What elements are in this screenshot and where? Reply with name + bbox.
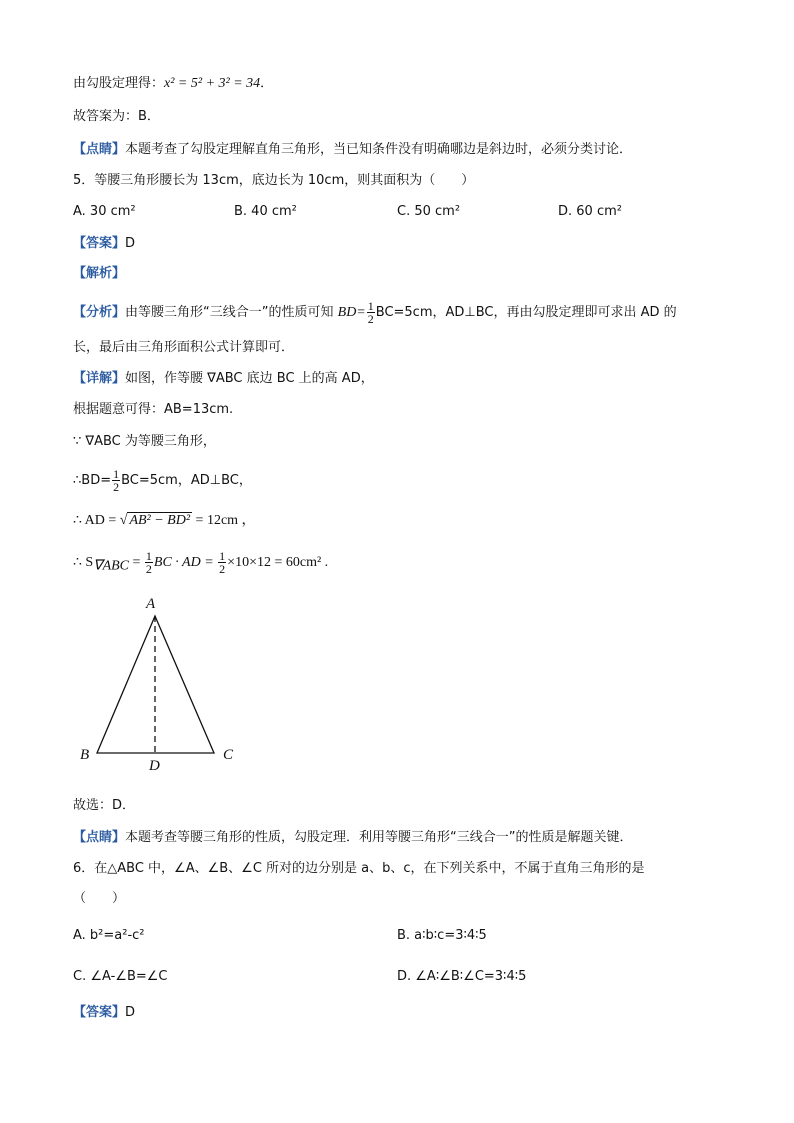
q5-step-2: ∵ ∇ABC 为等腰三角形， [73,434,216,449]
vertex-label-a: A [146,596,156,612]
question-6-paren: （ ） [73,891,126,906]
q5-step-4: ∴ AD = √ AB² − BD² = 12cm ， [73,513,256,528]
q5-step-3: ∴BD= $\frac{1}{2}$ BC=5cm，AD⊥BC， [73,467,252,494]
q5-fenxi-line: 【分析】由等腰三角形“三线合一”的性质可知 BD= $\frac{1}{2}$ BC=5cm，AD⊥BC，再由勾股定理即可求出 AD 的 [73,299,677,326]
half-fraction: $\frac{1}{2}$ [367,299,374,326]
question-5-stem: 5．等腰三角形腰长为 13cm，底边长为 10cm，则其面积为（ ） [73,173,475,188]
q6-option-c: C. ∠A-∠B=∠C [73,969,168,984]
q6-answer: 【答案】D [73,1005,136,1020]
pythagoras-result-line: 由勾股定理得：x² = 5² + 3² = 34． [73,76,274,91]
q6-option-a: A. b²=a²-c² [73,928,145,943]
q5-option-b: B. 40 cm² [234,204,297,219]
question-6-stem: 6．在△ABC 中，∠A、∠B、∠C 所对的边分别是 a、b、c，在下列关系中，不属于直角三角形的是 [73,861,645,876]
q5-step-1: 根据题意可得：AB=13cm. [73,402,234,417]
q5-xiangjie-line: 【详解】如图，作等腰 ∇ABC 底边 BC 上的高 AD， [73,371,374,386]
q5-dianjing: 【点睛】本题考查等腰三角形的性质，勾股定理．利用等腰三角形“三线合一”的性质是解题关键． [73,830,633,845]
pythagoras-equation: x² = 5² + 3² = 34 [164,76,261,91]
q5-analysis-heading: 【解析】 [73,266,126,281]
isosceles-triangle-figure [70,588,250,778]
q5-option-a: A. 30 cm² [73,204,136,219]
q5-choice: 故选：D． [73,798,136,813]
q6-option-d: D. ∠A∶∠B∶∠C=3∶4∶5 [397,969,527,984]
foot-label-d: D [149,758,160,774]
q5-step-5-area: ∴ $S_{\nabla ABC}$ = $\frac{1}{2}$ BC · AD = $\frac{1}{2}$ ×10×12 = 60cm² . [73,549,329,576]
q6-option-b: B. a∶b∶c=3∶4∶5 [397,928,487,943]
dianjing-line: 【点睛】本题考查了勾股定理解直角三角形，当已知条件没有明确哪边是斜边时，必须分类讨论． [73,142,633,157]
q5-option-d: D. 60 cm² [558,204,622,219]
answer-conclusion: 故答案为：B． [73,109,160,124]
q5-fenxi-continued: 长，最后由三角形面积公式计算即可． [73,340,295,355]
q5-answer: 【答案】D [73,236,136,251]
q5-option-c: C. 50 cm² [397,204,461,219]
vertex-label-b: B [80,747,90,763]
vertex-label-c: C [223,747,234,763]
